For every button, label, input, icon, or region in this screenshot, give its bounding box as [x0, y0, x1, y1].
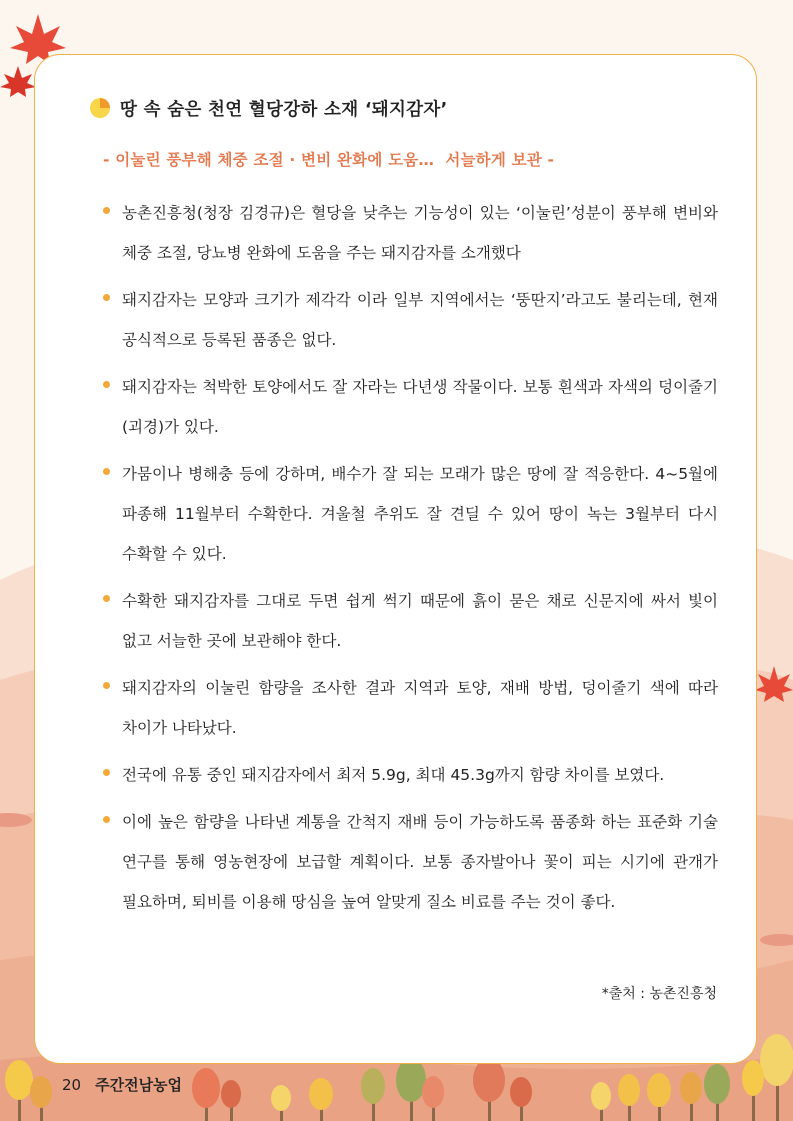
bullet-list: [102, 193, 718, 929]
dot-icon: [103, 682, 110, 689]
dot-icon: [103, 381, 110, 388]
bullet-text: 돼지감자는 척박한 토양에서도 잘 자라는 다년생 작물이다. 보통 흰색과 자색의 덩이줄기(괴경)가 있다.: [122, 378, 718, 436]
list-item: [102, 802, 718, 922]
bullet-text: 수확한 돼지감자를 그대로 두면 쉽게 썩기 때문에 흙이 묻은 채로 신문지에 싸서 빛이 없고 서늘한 곳에 보관해야 한다.: [122, 592, 718, 650]
dot-icon: [103, 294, 110, 301]
list-item: [102, 454, 718, 574]
dot-icon: [103, 468, 110, 475]
dot-icon: [103, 595, 110, 602]
article-title-row: [89, 95, 448, 121]
bullet-text: 이에 높은 함량을 나타낸 계통을 간척지 재배 등이 가능하도록 품종화 하는 표준화 기술 연구를 통해 영농현장에 보급할 계획이다. 보통 종자발아나 꽃이 피는 시기에 관개가 필요하며, 퇴비를 이용해 땅심을 높여 알맞게 질소 비료를 주는 것이 좋다.: [122, 813, 718, 911]
publication-name: 주간전남농업: [95, 1076, 183, 1094]
bullet-text: 농촌진흥청(청장 김경규)은 혈당을 낮추는 기능성이 있는 ‘이눌린’성분이 풍부해 변비와 체중 조절, 당뇨병 완화에 도움을 주는 돼지감자를 소개했다: [122, 204, 718, 262]
bullet-text: 돼지감자의 이눌린 함량을 조사한 결과 지역과 토양, 재배 방법, 덩이줄기 색에 따라 차이가 나타났다.: [122, 679, 718, 737]
list-item: [102, 755, 718, 795]
list-item: [102, 367, 718, 447]
source-credit: *출처 : 농촌진흥청: [601, 986, 717, 1002]
list-item: [102, 193, 718, 273]
list-item: [102, 668, 718, 748]
list-item: [102, 581, 718, 661]
bullet-text: 돼지감자는 모양과 크기가 제각각 이라 일부 지역에서는 ‘뚱딴지’라고도 불리는데, 현재 공식적으로 등록된 품종은 없다.: [122, 291, 718, 349]
article-subtitle: - 이눌린 풍부해 체중 조절 · 변비 완화에 도움… 서늘하게 보관 -: [103, 151, 555, 169]
page-footer: [62, 1074, 182, 1095]
dot-icon: [103, 207, 110, 214]
dot-icon: [103, 816, 110, 823]
page-number: 20: [62, 1075, 82, 1094]
pie-chart-icon: [89, 97, 111, 119]
bullet-text: 전국에 유통 중인 돼지감자에서 최저 5.9g, 최대 45.3g까지 함량 차이를 보였다.: [122, 766, 665, 784]
bullet-text: 가뭄이나 병해충 등에 강하며, 배수가 잘 되는 모래가 많은 땅에 잘 적응한다. 4~5월에 파종해 11월부터 수확한다. 겨울철 추위도 잘 견딜 수 있어 땅이 녹는 3월부터 다시 수확할 수 있다.: [122, 465, 718, 563]
dot-icon: [103, 769, 110, 776]
article-title: 땅 속 숨은 천연 혈당강하 소재 ‘돼지감자’: [120, 99, 448, 120]
list-item: [102, 280, 718, 360]
